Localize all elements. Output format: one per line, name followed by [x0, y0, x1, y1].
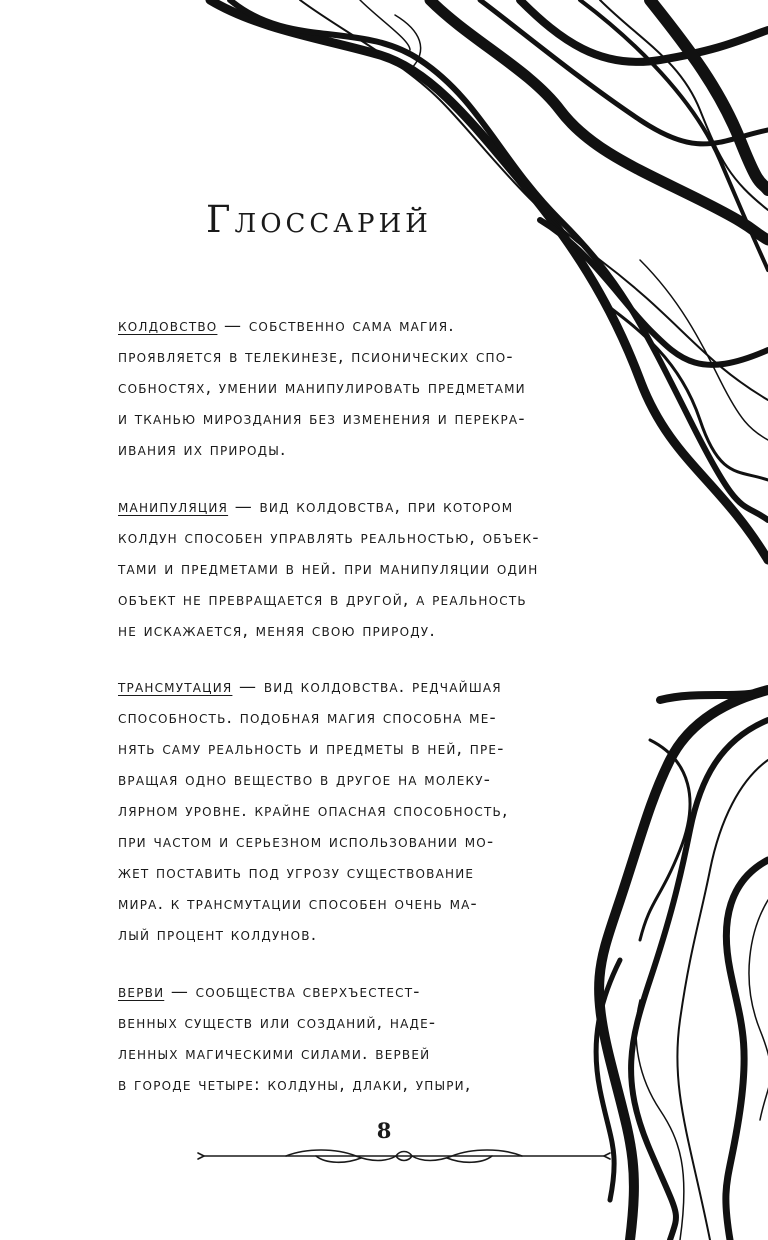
flourish-divider-ornament: [196, 1144, 612, 1168]
branch-stroke: [650, 0, 768, 190]
glossary-entry-transmutatsiya: [118, 672, 509, 951]
entry-line: не искажается, меняя свою природу.: [118, 621, 436, 641]
entry-line: лый процент колдунов.: [118, 925, 318, 945]
entry-line: венных существ или созданий, наде-: [118, 1013, 437, 1033]
entry-line: жет поставить под угрозу существование: [118, 863, 475, 883]
glossary-term: верви: [118, 982, 165, 1002]
glossary-entry-vervi: [118, 977, 471, 1101]
entry-line: тами и предметами в ней. при манипуляции один: [118, 559, 539, 579]
glossary-term: трансмутация: [118, 677, 233, 697]
entry-line: проявляется в телекинезе, псионических спо-: [118, 347, 514, 367]
branch-stroke: [600, 0, 768, 210]
page-title: Глоссарий: [206, 198, 432, 241]
entry-line: и тканью мироздания без изменения и перекра-: [118, 409, 526, 429]
branch-stroke: [210, 0, 768, 560]
entry-line: объект не превращается в другой, а реальность: [118, 590, 527, 610]
glossary-entry-koldovstvo: [118, 311, 526, 466]
entry-line: [118, 977, 471, 1008]
entry-text: — сообщества сверхъестест-: [164, 982, 421, 1002]
branch-stroke: [726, 860, 768, 1240]
entry-text: — вид колдовства, при котором: [228, 497, 514, 517]
entry-line: ивания их природы.: [118, 440, 287, 460]
entry-text: — вид колдовства. редчайшая: [232, 677, 502, 697]
glossary-entry-manipulyatsiya: [118, 492, 540, 647]
branch-stroke: [749, 900, 768, 1120]
glossary-term: манипуляция: [118, 497, 229, 517]
entry-line: колдун способен управлять реальностью, объек-: [118, 528, 540, 548]
entry-line: вращая одно вещество в другое на молеку-: [118, 770, 492, 790]
page-number: 8: [376, 1118, 392, 1143]
entry-line: собностях, умении манипулировать предметами: [118, 378, 526, 398]
entry-line: [118, 311, 526, 342]
entry-line: мира. к трансмутации способен очень ма-: [118, 894, 478, 914]
entry-line: нять саму реальность и предметы в ней, пре-: [118, 739, 505, 759]
entry-text: — собственно сама магия.: [217, 316, 455, 336]
entry-line: ленных магическими силами. вервей: [118, 1044, 431, 1064]
entry-line: [118, 672, 509, 703]
entry-line: лярном уровне. крайне опасная способность,: [118, 801, 509, 821]
glossary-term: колдовство: [118, 316, 218, 336]
entry-line: [118, 492, 540, 523]
entry-line: при частом и серьезном использовании мо-: [118, 832, 495, 852]
entry-line: в городе четыре: колдуны, длаки, упыри,: [118, 1075, 472, 1095]
entry-line: способность. подобная магия способна ме-: [118, 708, 497, 728]
